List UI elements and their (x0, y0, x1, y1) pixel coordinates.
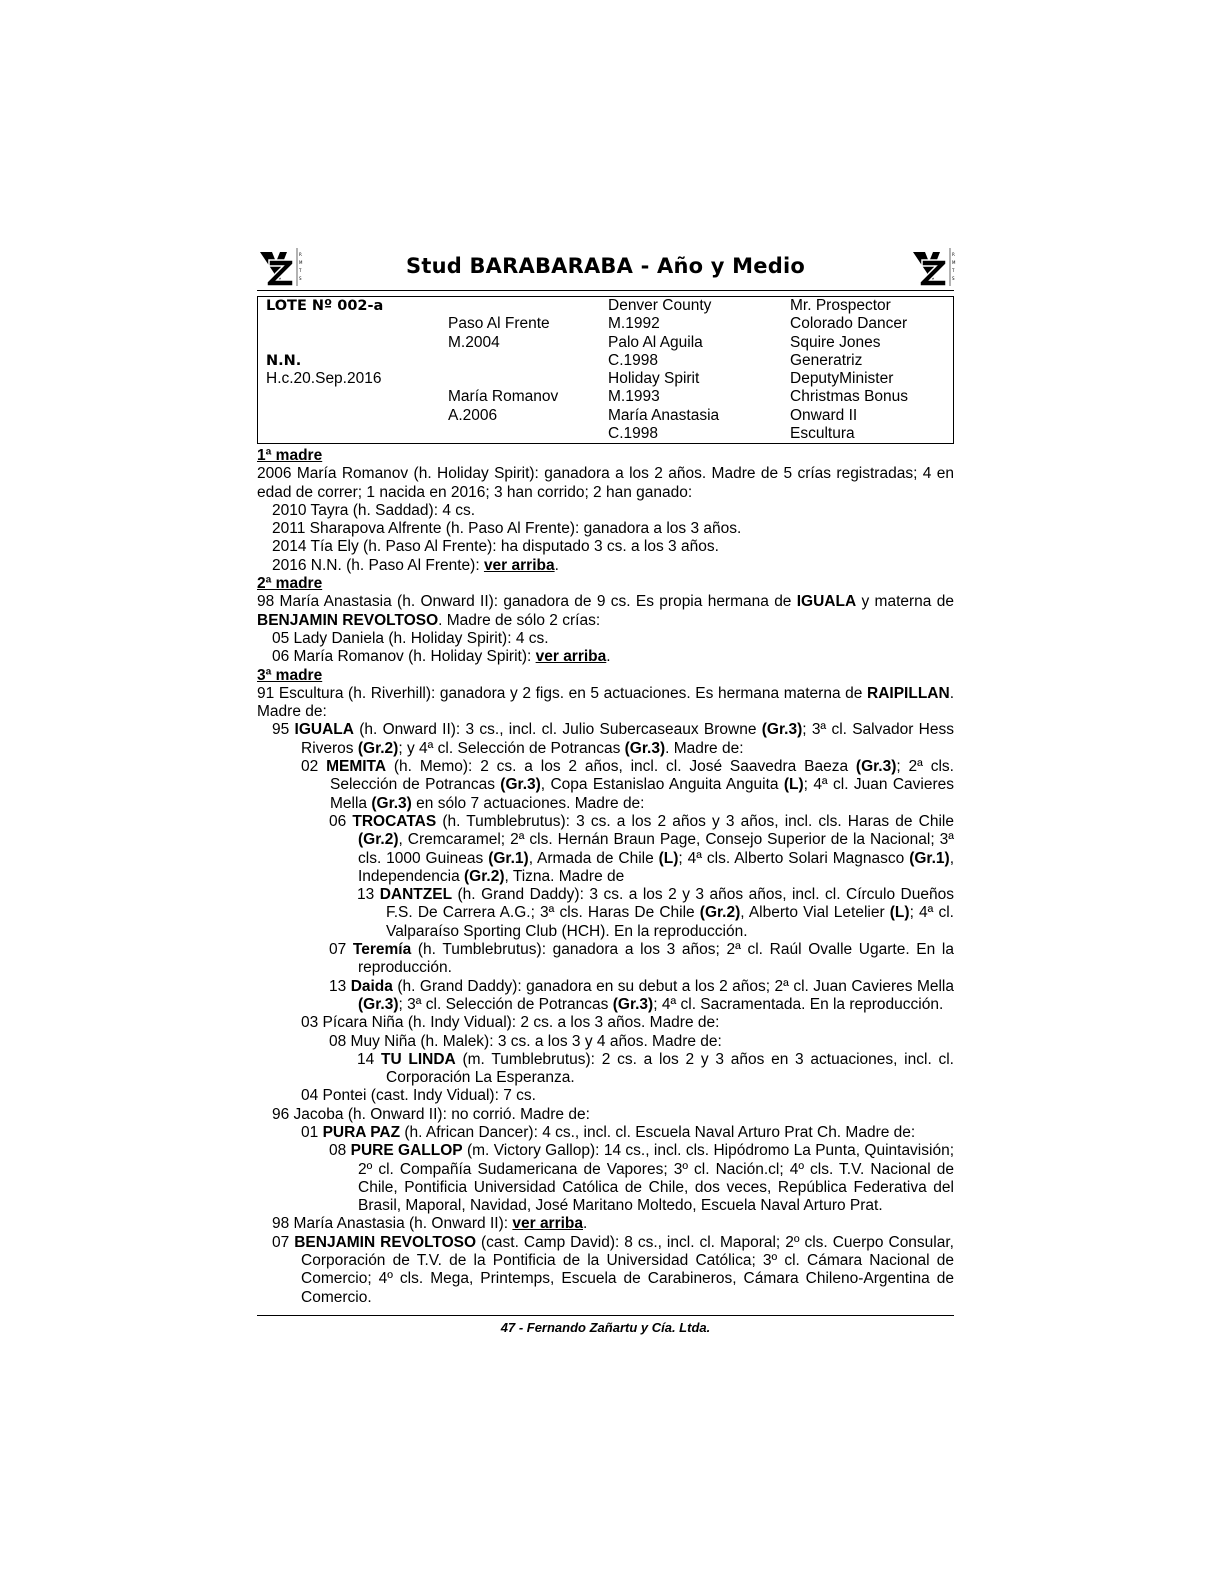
pedigree-cell: Mr. Prospector (790, 297, 891, 314)
svg-text:T: T (952, 268, 955, 273)
pedigree-cell: M.1992 (608, 315, 660, 333)
pedigree-cell: Generatriz (790, 351, 863, 369)
page-header (257, 244, 954, 291)
horse-info: H.c.20.Sep.2016 (266, 370, 382, 388)
list-item: 05 Lady Daniela (h. Holiday Spirit): 4 cs. (272, 629, 549, 647)
svg-text:M: M (299, 260, 303, 265)
list-item: 03 Pícara Niña (h. Indy Vidual): 2 cs. a los 3 años. Madre de: (301, 1014, 720, 1032)
third-dam-intro: 91 Escultura (h. Riverhill): ganadora y 2 figs. en 5 actuaciones. Es hermana materna de RAIPILLAN. Madre de: (257, 684, 954, 721)
lot-number: LOTE Nº 002-a (266, 298, 384, 314)
catalog-page (257, 244, 954, 1335)
sire-name: Paso Al Frente (448, 315, 550, 333)
list-item: 07 Teremía (h. Tumblebrutus): ganadora a los 3 años; 2ª cl. Raúl Ovalle Ugarte. En la reproducción. (329, 941, 954, 977)
list-item: 13 DANTZEL (h. Grand Daddy): 3 cs. a los 2 y 3 años años, incl. cl. Círculo Dueños F.S. De Carrera A.G.; 3ª cls. Haras De Chile (Gr.2), Alberto Vial Letelier (L); 4ª cl. Valparaíso Sporting Club (HCH). En la reproducción. (357, 886, 954, 940)
pedigree-cell: Holiday Spirit (608, 370, 700, 388)
pedigree-cell: Onward II (790, 406, 858, 424)
pedigree-cell: Squire Jones (790, 333, 881, 351)
pedigree-cell: M.1993 (608, 388, 660, 406)
first-dam-intro: 2006 María Romanov (h. Holiday Spirit): ganadora a los 2 años. Madre de 5 crías registradas; 4 en edad de correr; 1 nacida en 2016; 3 han corrido; 2 han ganado: (257, 465, 954, 501)
dam-name: María Romanov (448, 388, 559, 406)
sire-info: M.2004 (448, 333, 500, 351)
pedigree-col-great-grandparents (790, 297, 955, 443)
section-title-first-dam: 1ª madre (257, 447, 323, 464)
pedigree-cell: Escultura (790, 425, 855, 443)
list-item: 14 TU LINDA (m. Tumblebrutus): 2 cs. a los 2 y 3 años en 3 actuaciones, incl. cl. Corporación La Esperanza. (357, 1050, 954, 1087)
list-item: 98 María Anastasia (h. Onward II): ver arriba. (272, 1215, 588, 1233)
svg-text:T: T (299, 268, 302, 273)
list-item: 01 PURA PAZ (h. African Dancer): 4 cs., incl. cl. Escuela Naval Arturo Prat Ch. Madre de: (301, 1123, 916, 1141)
svg-text:S: S (952, 276, 955, 281)
svg-text:M: M (952, 260, 956, 265)
list-item: 02 MEMITA (h. Memo): 2 cs. a los 2 años, incl. cl. José Saavedra Baeza (Gr.3); 2ª cls. Selección de Potrancas (Gr.3), Copa Estanislao Anguita Anguita (L); 4ª cl. Juan Cavieres Mella (Gr.3) en sólo 7 actuaciones. Madre de: (301, 758, 954, 812)
list-item: 13 Daida (h. Grand Daddy): ganadora en su debut a los 2 años; 2ª cl. Juan Cavieres Mella (Gr.3); 3ª cl. Selección de Potrancas (Gr.3); 4ª cl. Sacramentada. En la reproducción. (329, 977, 954, 1013)
list-item: 2011 Sharapova Alfrente (h. Paso Al Frente): ganadora a los 3 años. (272, 520, 742, 538)
pedigree-col-horse (266, 297, 446, 388)
list-item: 2016 N.N. (h. Paso Al Frente): ver arriba. (272, 556, 559, 574)
header-title: Stud BARABARABA - Año y Medio (406, 254, 805, 278)
pedigree-cell: DeputyMinister (790, 370, 894, 388)
pedigree-cell: Colorado Dancer (790, 315, 908, 333)
section-title-third-dam: 3ª madre (257, 666, 323, 684)
pedigree-cell: Denver County (608, 297, 712, 314)
list-item: 06 María Romanov (h. Holiday Spirit): ver arriba. (272, 648, 611, 666)
list-item: 07 BENJAMIN REVOLTOSO (cast. Camp David): 8 cs., incl. cl. Maporal; 2º cls. Cuerpo Consular, Corporación de T.V. de la Pontificia de la Universidad Católica; 3º cl. Cámara Nacional de Comercio; 4º cls. Mega, Printemps, Escuela de Carabineros, Cámara Chileno-Argentina de Comercio. (272, 1233, 954, 1306)
pedigree-col-parents (448, 297, 608, 425)
list-item: 2010 Tayra (h. Saddad): 4 cs. (272, 501, 476, 519)
page-footer: 47 - Fernando Zañartu y Cía. Ltda. (257, 1315, 954, 1335)
dam-info: A.2006 (448, 406, 498, 424)
list-item: 95 IGUALA (h. Onward II): 3 cs., incl. cl. Julio Subercaseaux Browne (Gr.3); 3ª cl. Salvador Hess Riveros (Gr.2); y 4ª cl. Selección de Potrancas (Gr.3). Madre de: (272, 721, 954, 757)
pedigree-cell: C.1998 (608, 425, 658, 443)
produce-record (257, 447, 954, 1307)
section-title-second-dam: 2ª madre (257, 575, 323, 593)
pedigree-col-grandparents (608, 297, 788, 443)
pedigree-cell: Palo Al Aguila (608, 333, 703, 351)
ver-arriba-ref: ver arriba (535, 648, 607, 666)
list-item: 08 Muy Niña (h. Malek): 3 cs. a los 3 y 4 años. Madre de: (329, 1032, 722, 1050)
list-item: 06 TROCATAS (h. Tumblebrutus): 3 cs. a los 2 años y 3 años, incl. cls. Haras de Chile (Gr.2), Cremcaramel; 2ª cls. Hernán Braun Page, Consejo Superior de la Nacional; 3ª cls. 1000 Guineas (Gr.1), Armada de Chile (L); 4ª cls. Alberto Solari Magnasco (Gr.1), Independencia (Gr.2), Tizna. Madre de (329, 812, 954, 885)
fz-logo-icon (910, 246, 954, 288)
pedigree-cell: Christmas Bonus (790, 388, 909, 406)
ver-arriba-ref: ver arriba (512, 1215, 584, 1233)
pedigree-table (257, 296, 954, 444)
pedigree-cell: María Anastasia (608, 406, 720, 424)
ver-arriba-ref: ver arriba (483, 556, 555, 574)
svg-text:R: R (299, 252, 302, 257)
horse-name: N.N. (266, 352, 302, 369)
second-dam-intro: 98 María Anastasia (h. Onward II): ganadora de 9 cs. Es propia hermana de IGUALA y materna de BENJAMIN REVOLTOSO. Madre de sólo 2 crías: (257, 593, 954, 629)
pedigree-cell: C.1998 (608, 351, 658, 369)
list-item: 96 Jacoba (h. Onward II): no corrió. Madre de: (272, 1105, 590, 1123)
list-item: 04 Pontei (cast. Indy Vidual): 7 cs. (301, 1087, 536, 1105)
list-item: 2014 Tía Ely (h. Paso Al Frente): ha disputado 3 cs. a los 3 años. (272, 538, 719, 556)
svg-text:R: R (952, 252, 955, 257)
list-item: 08 PURE GALLOP (m. Victory Gallop): 14 cs., incl. cls. Hipódromo La Punta, Quintavisión; 2º cl. Compañía Sudamericana de Vapores; 3º cl. Nación.cl; 4º cls. T.V. Nacional de Chile, Pontificia Universidad Católica de Chile, dos veces, República Federativa del Brasil, Maporal, Navidad, José Maritano Moltedo, Escuela Naval Arturo Prat. (329, 1142, 954, 1215)
svg-text:S: S (299, 276, 302, 281)
